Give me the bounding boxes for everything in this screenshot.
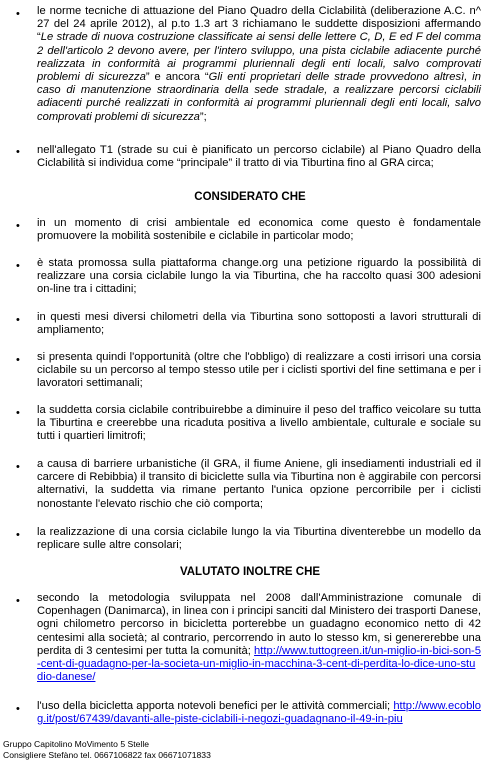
bullet: •	[16, 407, 20, 419]
list-item: secondo la metodologia sviluppata nel 2008 dall'Amministrazione comunale di Copenhagen (Danimarca), in linea con i principi sanciti dal Ministero dei trasporti Danese, ogni chilometro percorso in bicicletta porterebbe un guadagno economico netto di 42 centesimi alla società; al contrario, percorrendo in auto lo stesso km, si genererebbe una perdita di 3 centesimi per tutta la comunità; http://www.tuttogreen.it/un-miglio-in-bici-son-5-cent-di-guadagno-per-la-societa-un-miglio-in-macchina-3-cent-di-perdita-lo-dice-uno-studio-danese/	[37, 592, 481, 684]
bullet: •	[16, 8, 20, 20]
bullet: •	[16, 529, 20, 541]
list-item: a causa di barriere urbanistiche (il GRA, il fiume Aniene, gli insediamenti industriali ed il carcere di Rebibbia) il transito di biciclette sulla via Tiburtina non è aggirabile con percorsi alternativi, la suddetta via rimane pertanto l'unica opzione percorribile per i ciclisti nonostante l'elevato rischio che ciò comporta;	[37, 458, 481, 510]
section-heading: CONSIDERATO CHE	[194, 191, 306, 203]
list-item: in questi mesi diversi chilometri della via Tiburtina sono sottoposti a lavori strutturali di ampliamento;	[37, 311, 481, 337]
list-item: si presenta quindi l'opportunità (oltre che l'obbligo) di realizzare a costi irrisori una corsia ciclabile su un percorso al tempo stesso utile per i ciclisti sportivi del fine settimana e per i lavoratori settimanali;	[37, 351, 481, 390]
footer-group: Gruppo Capitolino MoVimento 5 Stelle	[3, 739, 150, 749]
footer-contact: Consigliere Stefàno tel. 0667106822 fax 06671071833	[3, 750, 211, 760]
section-heading: VALUTATO INOLTRE CHE	[179, 566, 321, 578]
list-item: nell'allegato T1 (strade su cui è pianificato un percorso ciclabile) al Piano Quadro della Ciclabilità si individua come “principale” il tratto di via Tiburtina fino al GRA circa;	[37, 144, 481, 170]
list-item: l'uso della bicicletta apporta notevoli benefici per le attività commerciali; http://www.ecoblog.it/post/67439/davanti-alle-piste-ciclabili-i-negozi-guadagnano-il-49-in-piu	[37, 700, 481, 726]
bullet: •	[16, 146, 20, 158]
list-item: la realizzazione di una corsia ciclabile lungo la via Tiburtina diventerebbe un modello da replicare sulle altre consolari;	[37, 526, 481, 552]
quote-text: Gli enti proprietari delle strade provvedono altresì, in caso di manutenzione straordinaria della sede stradale, a realizzare percorsi ciclabili adiacenti purché realizzati in conformità ai programmi pluriennali degli enti locali, salvo comprovati problemi di sicurezza	[37, 71, 481, 123]
bullet: •	[16, 220, 20, 232]
bullet: •	[16, 703, 20, 715]
list-item: la suddetta corsia ciclabile contribuirebbe a diminuire il peso del traffico veicolare su tutta la Tiburtina e creerebbe una ricaduta positiva a livello ambientale, culturale e sociale su tutti i quartieri limitrofi;	[37, 404, 481, 443]
bullet: •	[16, 354, 20, 366]
bullet: •	[16, 260, 20, 272]
list-item: in un momento di crisi ambientale ed economica come questo è fondamentale promuovere la mobilità sostenibile e ciclabile in particolar modo;	[37, 217, 481, 243]
source-link[interactable]: http://www.tuttogreen.it/un-miglio-in-bici-son-5-cent-di-guadagno-per-la-societa-un-miglio-in-macchina-3-cent-di-perdita-lo-dice-uno-studio-danese/	[37, 644, 481, 684]
list-item: è stata promossa sulla piattaforma change.org una petizione riguardo la possibilità di realizzare una corsia ciclabile lungo la via Tiburtina, che ha raccolto quasi 300 adesioni on-line tra i cittadini;	[37, 257, 481, 296]
bullet: •	[16, 461, 20, 473]
quote-text: Le strade di nuova costruzione classificate ai sensi delle lettere C, D, E ed F del comma 2 dell'articolo 2 devono avere, per l'intero sviluppo, una pista ciclabile adiacente purché realizzata in conformità ai programmi pluriennali degli enti locali, salvo comprovati problemi di sicurezza	[37, 31, 481, 84]
bullet: •	[16, 595, 20, 607]
source-link[interactable]: http://www.ecoblog.it/post/67439/davanti-alle-piste-ciclabili-i-negozi-guadagnano-il-49-in-piu	[37, 700, 481, 726]
list-item: le norme tecniche di attuazione del Piano Quadro della Ciclabilità (deliberazione A.C. n^ 27 del 24 aprile 2012), al p.to 1.3 art 3 richiamano le suddette disposizioni affermando “Le strade di nuova costruzione classificate ai sensi delle lettere C, D, E ed F del comma 2 dell'articolo 2 devono avere, per l'intero sviluppo, una pista ciclabile adiacente purché realizzata in conformità ai programmi pluriennali degli enti locali, salvo comprovati problemi di sicurezza” e ancora “Gli enti proprietari delle strade provvedono altresì, in caso di manutenzione straordinaria della sede stradale, a realizzare percorsi ciclabili adiacenti purché realizzati in conformità ai programmi pluriennali degli enti locali, salvo comprovati problemi di sicurezza”;	[37, 5, 481, 123]
bullet: •	[16, 314, 20, 326]
